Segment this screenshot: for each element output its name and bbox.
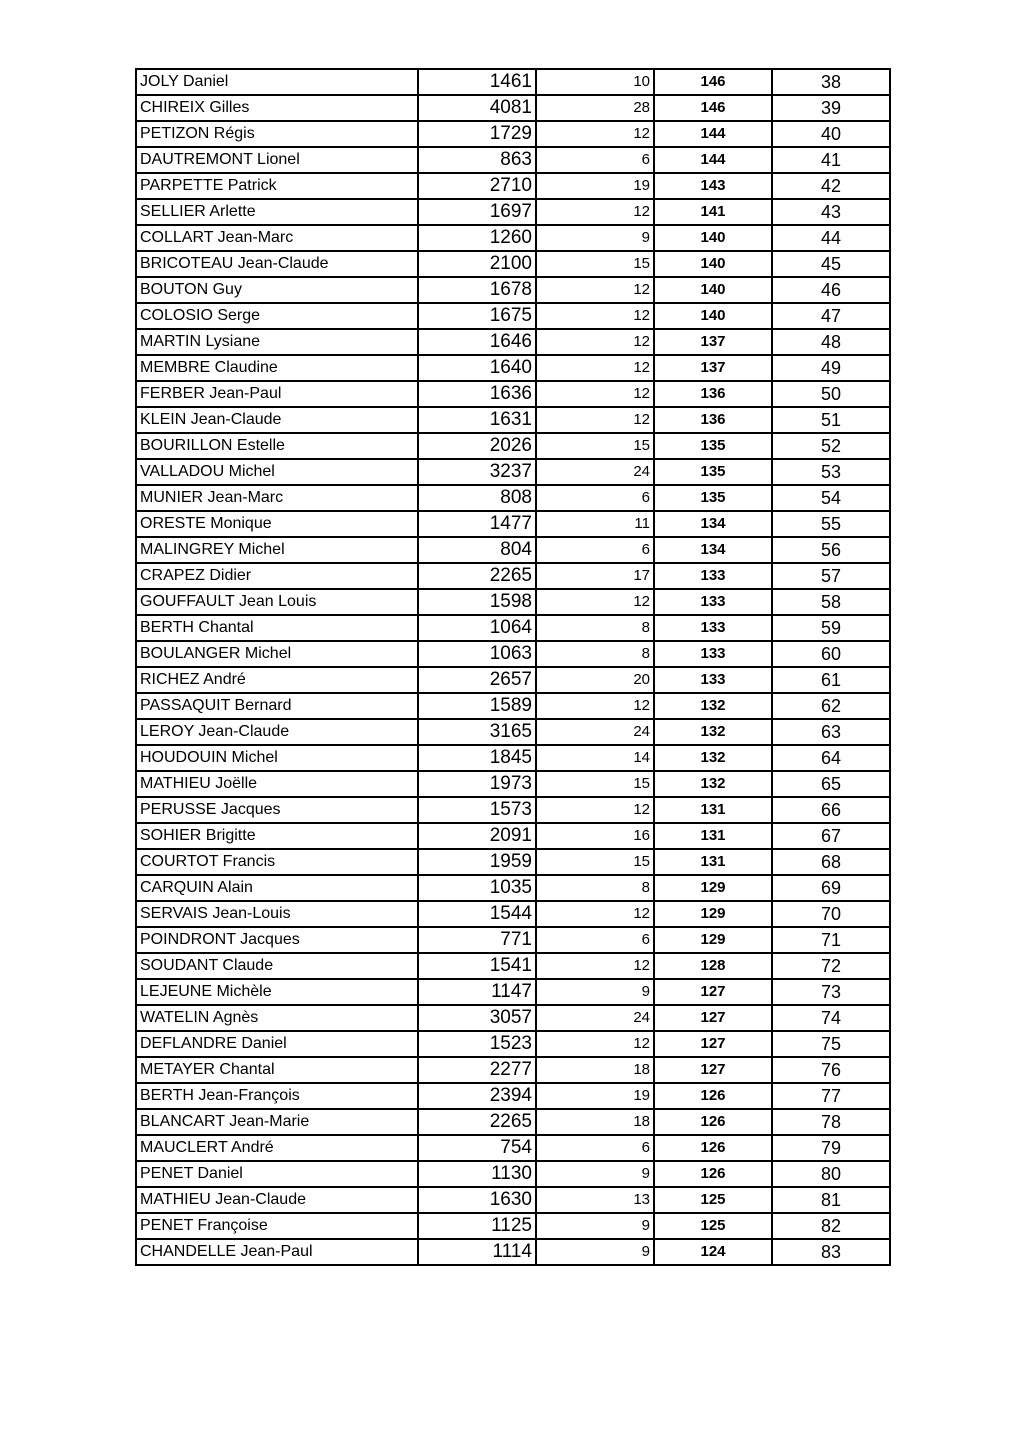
rank-cell: 83 (772, 1239, 890, 1265)
table-row (136, 927, 890, 953)
games-count-cell: 15 (536, 433, 654, 459)
rank-cell: 48 (772, 329, 890, 355)
games-count-cell: 12 (536, 277, 654, 303)
table-row (136, 537, 890, 563)
rank-cell: 74 (772, 1005, 890, 1031)
rank-cell: 82 (772, 1213, 890, 1239)
average-score-cell: 129 (654, 927, 772, 953)
games-count-cell: 12 (536, 355, 654, 381)
games-count-cell: 9 (536, 1161, 654, 1187)
average-score-cell: 140 (654, 277, 772, 303)
player-name-cell: CHIREIX Gilles (136, 95, 418, 121)
player-name-cell: GOUFFAULT Jean Louis (136, 589, 418, 615)
table-row (136, 381, 890, 407)
table-row (136, 173, 890, 199)
games-count-cell: 18 (536, 1057, 654, 1083)
table-row (136, 277, 890, 303)
rank-cell: 75 (772, 1031, 890, 1057)
rank-cell: 49 (772, 355, 890, 381)
total-score-cell: 1130 (418, 1161, 536, 1187)
average-score-cell: 137 (654, 329, 772, 355)
total-score-cell: 1729 (418, 121, 536, 147)
games-count-cell: 6 (536, 537, 654, 563)
average-score-cell: 131 (654, 797, 772, 823)
total-score-cell: 1541 (418, 953, 536, 979)
average-score-cell: 127 (654, 1057, 772, 1083)
average-score-cell: 136 (654, 381, 772, 407)
rank-cell: 47 (772, 303, 890, 329)
average-score-cell: 135 (654, 433, 772, 459)
average-score-cell: 127 (654, 1005, 772, 1031)
player-name-cell: SOHIER Brigitte (136, 823, 418, 849)
average-score-cell: 143 (654, 173, 772, 199)
total-score-cell: 1477 (418, 511, 536, 537)
player-name-cell: CRAPEZ Didier (136, 563, 418, 589)
games-count-cell: 6 (536, 147, 654, 173)
average-score-cell: 134 (654, 537, 772, 563)
total-score-cell: 2265 (418, 563, 536, 589)
table-row (136, 745, 890, 771)
table-row (136, 225, 890, 251)
player-name-cell: DEFLANDRE Daniel (136, 1031, 418, 1057)
games-count-cell: 19 (536, 1083, 654, 1109)
total-score-cell: 2657 (418, 667, 536, 693)
games-count-cell: 12 (536, 1031, 654, 1057)
player-name-cell: JOLY Daniel (136, 69, 418, 95)
total-score-cell: 2277 (418, 1057, 536, 1083)
table-row (136, 719, 890, 745)
player-name-cell: BERTH Chantal (136, 615, 418, 641)
average-score-cell: 146 (654, 95, 772, 121)
rank-cell: 42 (772, 173, 890, 199)
rank-cell: 68 (772, 849, 890, 875)
table-row (136, 1109, 890, 1135)
games-count-cell: 15 (536, 849, 654, 875)
games-count-cell: 15 (536, 771, 654, 797)
games-count-cell: 12 (536, 381, 654, 407)
average-score-cell: 140 (654, 225, 772, 251)
games-count-cell: 12 (536, 303, 654, 329)
rank-cell: 55 (772, 511, 890, 537)
table-row (136, 1239, 890, 1265)
player-name-cell: PERUSSE Jacques (136, 797, 418, 823)
total-score-cell: 3165 (418, 719, 536, 745)
table-row (136, 121, 890, 147)
table-row (136, 849, 890, 875)
average-score-cell: 125 (654, 1213, 772, 1239)
average-score-cell: 133 (654, 667, 772, 693)
table-row (136, 1213, 890, 1239)
games-count-cell: 8 (536, 615, 654, 641)
average-score-cell: 144 (654, 147, 772, 173)
rank-cell: 66 (772, 797, 890, 823)
games-count-cell: 19 (536, 173, 654, 199)
player-name-cell: VALLADOU Michel (136, 459, 418, 485)
player-name-cell: ORESTE Monique (136, 511, 418, 537)
rank-cell: 41 (772, 147, 890, 173)
player-name-cell: COURTOT Francis (136, 849, 418, 875)
rank-cell: 44 (772, 225, 890, 251)
table-row (136, 589, 890, 615)
player-name-cell: COLLART Jean-Marc (136, 225, 418, 251)
games-count-cell: 10 (536, 69, 654, 95)
rank-cell: 72 (772, 953, 890, 979)
total-score-cell: 2100 (418, 251, 536, 277)
rank-cell: 45 (772, 251, 890, 277)
games-count-cell: 6 (536, 1135, 654, 1161)
games-count-cell: 12 (536, 121, 654, 147)
total-score-cell: 1636 (418, 381, 536, 407)
player-name-cell: HOUDOUIN Michel (136, 745, 418, 771)
table-row (136, 485, 890, 511)
games-count-cell: 14 (536, 745, 654, 771)
average-score-cell: 133 (654, 641, 772, 667)
rank-cell: 63 (772, 719, 890, 745)
average-score-cell: 136 (654, 407, 772, 433)
total-score-cell: 2091 (418, 823, 536, 849)
total-score-cell: 1461 (418, 69, 536, 95)
total-score-cell: 1678 (418, 277, 536, 303)
player-name-cell: MARTIN Lysiane (136, 329, 418, 355)
ranking-table (135, 68, 891, 1266)
table-row (136, 251, 890, 277)
rank-cell: 51 (772, 407, 890, 433)
total-score-cell: 863 (418, 147, 536, 173)
player-name-cell: SOUDANT Claude (136, 953, 418, 979)
total-score-cell: 1630 (418, 1187, 536, 1213)
player-name-cell: METAYER Chantal (136, 1057, 418, 1083)
average-score-cell: 132 (654, 693, 772, 719)
player-name-cell: MAUCLERT André (136, 1135, 418, 1161)
table-row (136, 901, 890, 927)
player-name-cell: SERVAIS Jean-Louis (136, 901, 418, 927)
table-row (136, 875, 890, 901)
table-row (136, 433, 890, 459)
player-name-cell: LEJEUNE Michèle (136, 979, 418, 1005)
games-count-cell: 12 (536, 901, 654, 927)
rank-cell: 60 (772, 641, 890, 667)
table-row (136, 69, 890, 95)
rank-cell: 81 (772, 1187, 890, 1213)
total-score-cell: 1063 (418, 641, 536, 667)
total-score-cell: 1064 (418, 615, 536, 641)
player-name-cell: CARQUIN Alain (136, 875, 418, 901)
average-score-cell: 126 (654, 1083, 772, 1109)
games-count-cell: 12 (536, 407, 654, 433)
table-row (136, 667, 890, 693)
games-count-cell: 12 (536, 589, 654, 615)
games-count-cell: 24 (536, 459, 654, 485)
total-score-cell: 2710 (418, 173, 536, 199)
total-score-cell: 771 (418, 927, 536, 953)
table-row (136, 355, 890, 381)
player-name-cell: PARPETTE Patrick (136, 173, 418, 199)
table-row (136, 199, 890, 225)
table-row (136, 979, 890, 1005)
player-name-cell: MUNIER Jean-Marc (136, 485, 418, 511)
total-score-cell: 808 (418, 485, 536, 511)
rank-cell: 56 (772, 537, 890, 563)
table-row (136, 693, 890, 719)
rank-cell: 64 (772, 745, 890, 771)
average-score-cell: 125 (654, 1187, 772, 1213)
average-score-cell: 126 (654, 1161, 772, 1187)
average-score-cell: 127 (654, 979, 772, 1005)
total-score-cell: 1260 (418, 225, 536, 251)
games-count-cell: 15 (536, 251, 654, 277)
games-count-cell: 12 (536, 199, 654, 225)
player-name-cell: KLEIN Jean-Claude (136, 407, 418, 433)
player-name-cell: COLOSIO Serge (136, 303, 418, 329)
player-name-cell: BOUTON Guy (136, 277, 418, 303)
average-score-cell: 135 (654, 459, 772, 485)
player-name-cell: PENET Daniel (136, 1161, 418, 1187)
player-name-cell: BOURILLON Estelle (136, 433, 418, 459)
total-score-cell: 1114 (418, 1239, 536, 1265)
total-score-cell: 1697 (418, 199, 536, 225)
rank-cell: 39 (772, 95, 890, 121)
table-row (136, 771, 890, 797)
table-row (136, 563, 890, 589)
player-name-cell: LEROY Jean-Claude (136, 719, 418, 745)
total-score-cell: 1973 (418, 771, 536, 797)
total-score-cell: 3237 (418, 459, 536, 485)
table-row (136, 1161, 890, 1187)
average-score-cell: 126 (654, 1109, 772, 1135)
player-name-cell: PENET Françoise (136, 1213, 418, 1239)
total-score-cell: 1573 (418, 797, 536, 823)
player-name-cell: SELLIER Arlette (136, 199, 418, 225)
table-row (136, 1031, 890, 1057)
rank-cell: 71 (772, 927, 890, 953)
rank-cell: 40 (772, 121, 890, 147)
rank-cell: 73 (772, 979, 890, 1005)
total-score-cell: 804 (418, 537, 536, 563)
player-name-cell: PASSAQUIT Bernard (136, 693, 418, 719)
rank-cell: 46 (772, 277, 890, 303)
player-name-cell: DAUTREMONT Lionel (136, 147, 418, 173)
player-name-cell: CHANDELLE Jean-Paul (136, 1239, 418, 1265)
table-row (136, 823, 890, 849)
player-name-cell: RICHEZ André (136, 667, 418, 693)
rank-cell: 59 (772, 615, 890, 641)
total-score-cell: 754 (418, 1135, 536, 1161)
games-count-cell: 11 (536, 511, 654, 537)
average-score-cell: 124 (654, 1239, 772, 1265)
total-score-cell: 1646 (418, 329, 536, 355)
ranking-table-body (136, 69, 890, 1265)
average-score-cell: 131 (654, 849, 772, 875)
player-name-cell: BERTH Jean-François (136, 1083, 418, 1109)
rank-cell: 65 (772, 771, 890, 797)
rank-cell: 43 (772, 199, 890, 225)
table-row (136, 1005, 890, 1031)
average-score-cell: 137 (654, 355, 772, 381)
table-row (136, 511, 890, 537)
rank-cell: 50 (772, 381, 890, 407)
average-score-cell: 126 (654, 1135, 772, 1161)
games-count-cell: 24 (536, 719, 654, 745)
games-count-cell: 20 (536, 667, 654, 693)
total-score-cell: 2026 (418, 433, 536, 459)
games-count-cell: 13 (536, 1187, 654, 1213)
total-score-cell: 3057 (418, 1005, 536, 1031)
table-row (136, 407, 890, 433)
player-name-cell: PETIZON Régis (136, 121, 418, 147)
rank-cell: 53 (772, 459, 890, 485)
player-name-cell: POINDRONT Jacques (136, 927, 418, 953)
table-row (136, 1187, 890, 1213)
games-count-cell: 8 (536, 875, 654, 901)
games-count-cell: 6 (536, 485, 654, 511)
games-count-cell: 18 (536, 1109, 654, 1135)
rank-cell: 58 (772, 589, 890, 615)
rank-cell: 69 (772, 875, 890, 901)
rank-cell: 76 (772, 1057, 890, 1083)
average-score-cell: 134 (654, 511, 772, 537)
average-score-cell: 133 (654, 563, 772, 589)
rank-cell: 80 (772, 1161, 890, 1187)
table-row (136, 641, 890, 667)
average-score-cell: 141 (654, 199, 772, 225)
games-count-cell: 24 (536, 1005, 654, 1031)
games-count-cell: 9 (536, 979, 654, 1005)
rank-cell: 57 (772, 563, 890, 589)
games-count-cell: 9 (536, 1213, 654, 1239)
player-name-cell: BRICOTEAU Jean-Claude (136, 251, 418, 277)
player-name-cell: WATELIN Agnès (136, 1005, 418, 1031)
rank-cell: 62 (772, 693, 890, 719)
average-score-cell: 129 (654, 875, 772, 901)
table-row (136, 953, 890, 979)
average-score-cell: 128 (654, 953, 772, 979)
rank-cell: 78 (772, 1109, 890, 1135)
games-count-cell: 8 (536, 641, 654, 667)
games-count-cell: 9 (536, 1239, 654, 1265)
rank-cell: 54 (772, 485, 890, 511)
average-score-cell: 133 (654, 615, 772, 641)
rank-cell: 67 (772, 823, 890, 849)
average-score-cell: 132 (654, 745, 772, 771)
player-name-cell: BOULANGER Michel (136, 641, 418, 667)
average-score-cell: 140 (654, 251, 772, 277)
table-row (136, 329, 890, 355)
table-row (136, 303, 890, 329)
average-score-cell: 132 (654, 771, 772, 797)
total-score-cell: 4081 (418, 95, 536, 121)
total-score-cell: 1147 (418, 979, 536, 1005)
average-score-cell: 127 (654, 1031, 772, 1057)
total-score-cell: 2265 (418, 1109, 536, 1135)
table-row (136, 1057, 890, 1083)
games-count-cell: 12 (536, 329, 654, 355)
rank-cell: 38 (772, 69, 890, 95)
player-name-cell: MATHIEU Jean-Claude (136, 1187, 418, 1213)
average-score-cell: 146 (654, 69, 772, 95)
rank-cell: 79 (772, 1135, 890, 1161)
games-count-cell: 6 (536, 927, 654, 953)
table-row (136, 1083, 890, 1109)
total-score-cell: 1959 (418, 849, 536, 875)
total-score-cell: 1598 (418, 589, 536, 615)
total-score-cell: 1589 (418, 693, 536, 719)
games-count-cell: 12 (536, 693, 654, 719)
total-score-cell: 1845 (418, 745, 536, 771)
average-score-cell: 140 (654, 303, 772, 329)
rank-cell: 77 (772, 1083, 890, 1109)
table-row (136, 615, 890, 641)
player-name-cell: MALINGREY Michel (136, 537, 418, 563)
average-score-cell: 131 (654, 823, 772, 849)
games-count-cell: 12 (536, 797, 654, 823)
average-score-cell: 135 (654, 485, 772, 511)
player-name-cell: FERBER Jean-Paul (136, 381, 418, 407)
table-row (136, 95, 890, 121)
average-score-cell: 133 (654, 589, 772, 615)
table-row (136, 797, 890, 823)
games-count-cell: 16 (536, 823, 654, 849)
average-score-cell: 144 (654, 121, 772, 147)
average-score-cell: 132 (654, 719, 772, 745)
rank-cell: 52 (772, 433, 890, 459)
games-count-cell: 12 (536, 953, 654, 979)
total-score-cell: 1544 (418, 901, 536, 927)
player-name-cell: MATHIEU Joëlle (136, 771, 418, 797)
total-score-cell: 1631 (418, 407, 536, 433)
player-name-cell: BLANCART Jean-Marie (136, 1109, 418, 1135)
table-row (136, 1135, 890, 1161)
table-row (136, 459, 890, 485)
average-score-cell: 129 (654, 901, 772, 927)
total-score-cell: 1523 (418, 1031, 536, 1057)
table-row (136, 147, 890, 173)
player-name-cell: MEMBRE Claudine (136, 355, 418, 381)
games-count-cell: 9 (536, 225, 654, 251)
total-score-cell: 1675 (418, 303, 536, 329)
rank-cell: 61 (772, 667, 890, 693)
games-count-cell: 28 (536, 95, 654, 121)
total-score-cell: 1640 (418, 355, 536, 381)
rank-cell: 70 (772, 901, 890, 927)
total-score-cell: 2394 (418, 1083, 536, 1109)
games-count-cell: 17 (536, 563, 654, 589)
total-score-cell: 1125 (418, 1213, 536, 1239)
total-score-cell: 1035 (418, 875, 536, 901)
